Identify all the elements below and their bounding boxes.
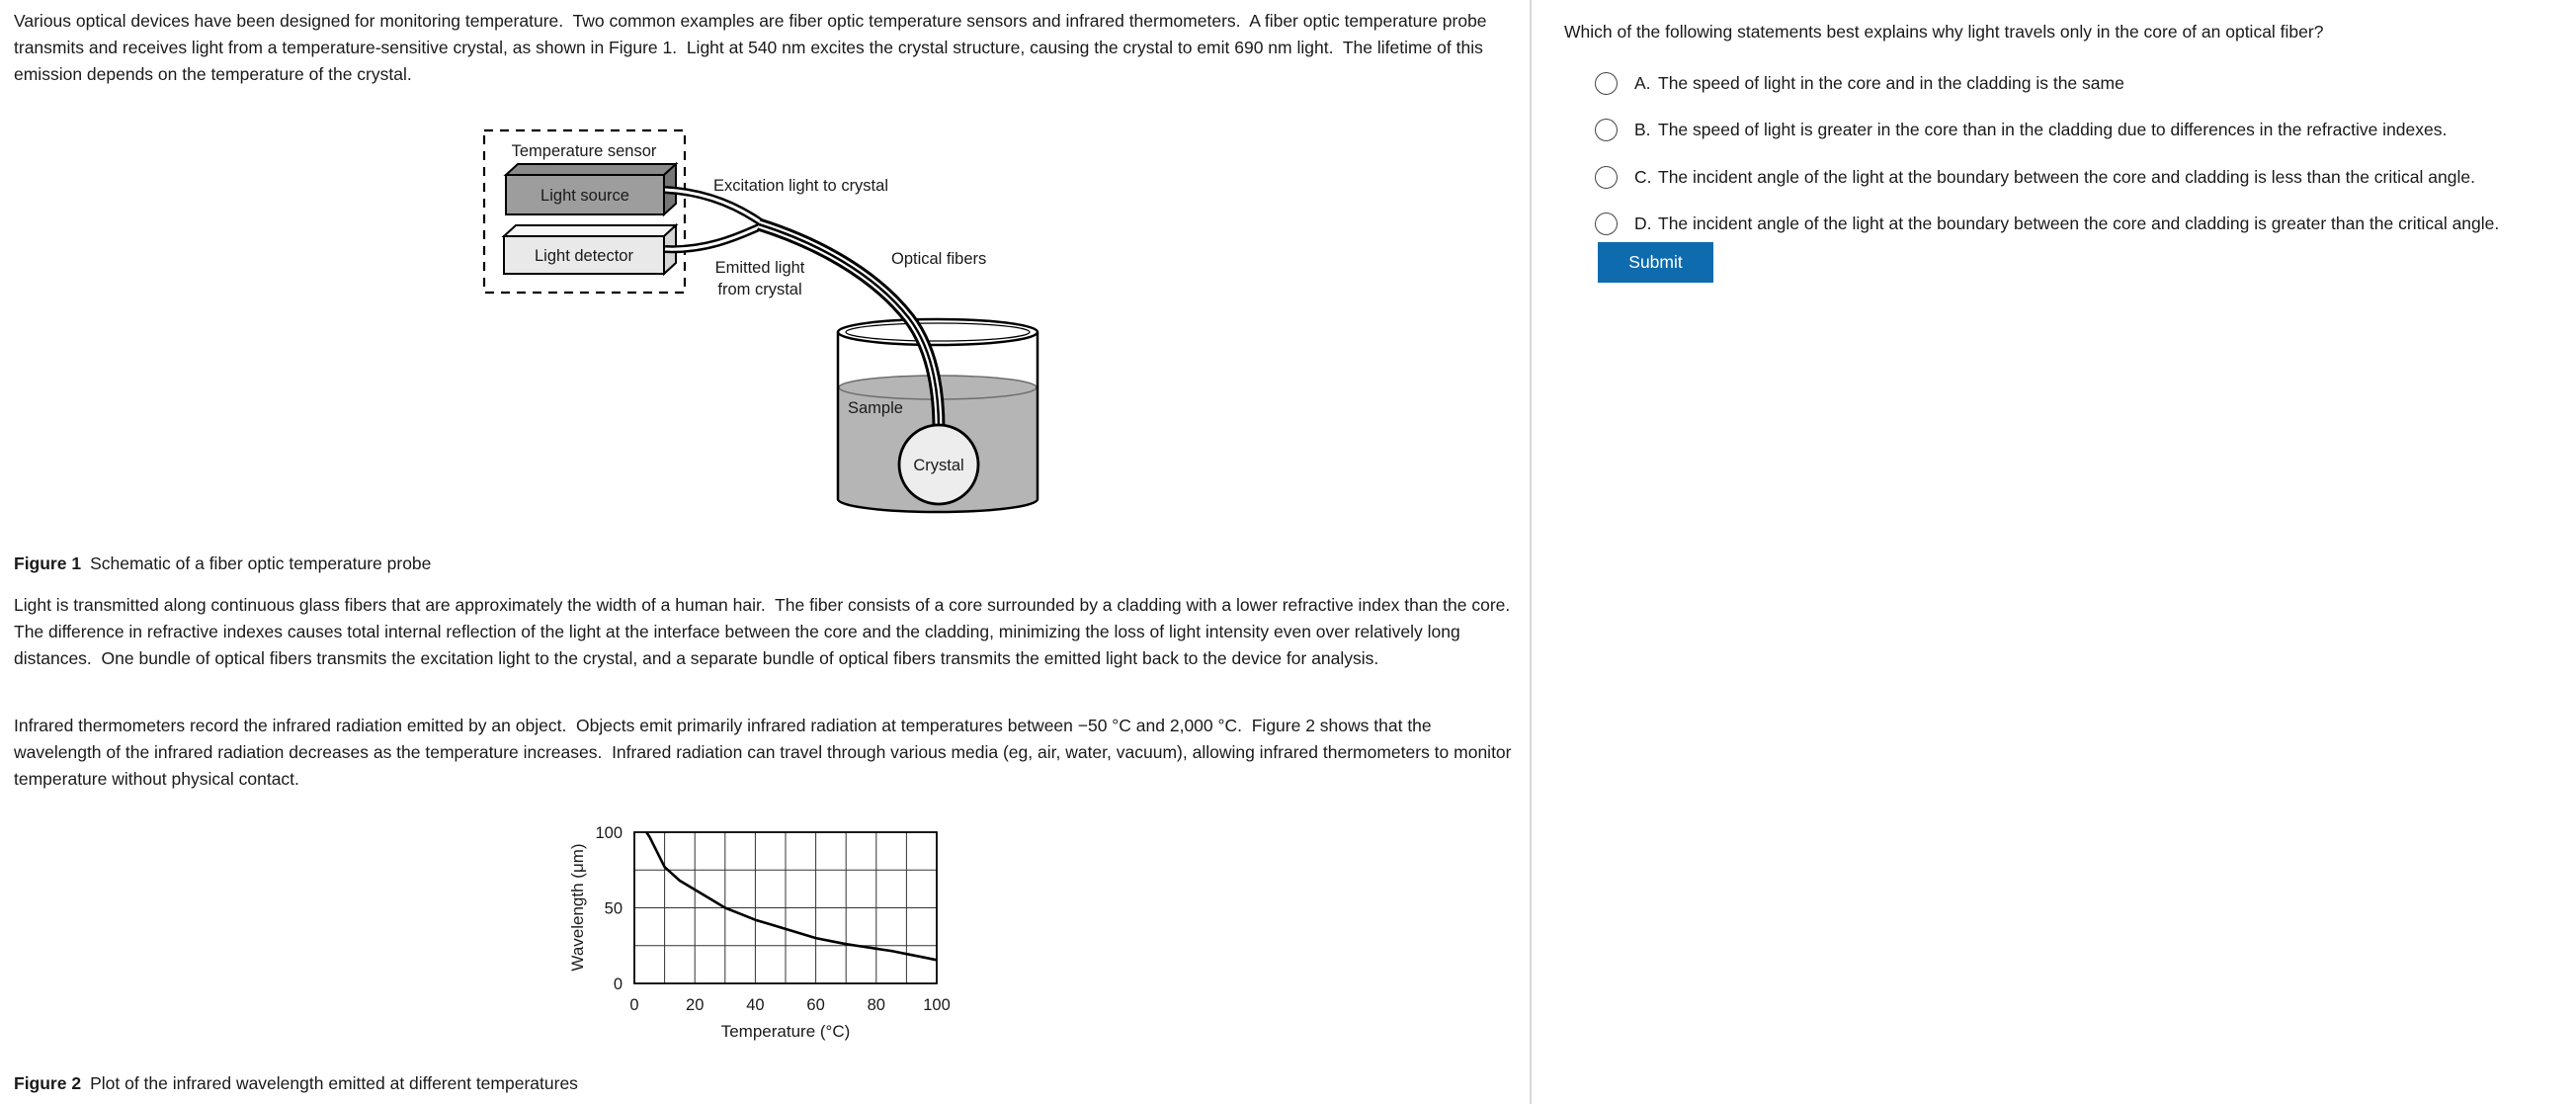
x-tick-label: 20 — [686, 996, 705, 1014]
option-row-a[interactable] — [1595, 69, 2124, 97]
figure2-caption-label: Figure 2 — [14, 1073, 82, 1093]
option-d-radio[interactable] — [1595, 212, 1618, 235]
crystal — [899, 425, 978, 504]
figure2-chart — [563, 807, 978, 1063]
figure1-caption-label: Figure 1 — [14, 553, 82, 573]
option-a-radio[interactable] — [1595, 72, 1618, 95]
light-source-box — [506, 164, 676, 214]
x-tick-label: 100 — [923, 996, 951, 1014]
option-a-text: The speed of light in the core and in the cladding is the same — [1658, 72, 2124, 93]
figure1-diagram — [474, 79, 1047, 524]
option-row-b[interactable] — [1595, 116, 2447, 143]
passage-paragraph-1: Various optical devices have been designed for monitoring temperature. Two common examples are fiber optic temperature sensors and infrared thermometers. A fiber optic temperature probe transmits and receives light from a temperature-sensitive crystal, as shown in Figure 1. Light at 540 nm excites the crystal structure, causing the crystal to emit 690 nm light. The lifetime of this emission depends on the temperature of the crystal. — [14, 11, 1492, 84]
temperature-sensor-label: Temperature sensor — [511, 142, 657, 160]
x-axis-label: Temperature (°C) — [720, 1022, 851, 1041]
submit-button[interactable]: Submit — [1598, 242, 1713, 283]
y-tick-label: 50 — [604, 899, 623, 918]
option-b-letter: B. — [1634, 119, 1651, 139]
x-tick-label: 60 — [806, 996, 825, 1014]
figure1-caption-text: Schematic of a fiber optic temperature probe — [90, 553, 432, 573]
light-source-label: Light source — [540, 187, 629, 205]
option-c-text: The incident angle of the light at the boundary between the core and cladding is less than the critical angle. — [1658, 166, 2475, 187]
x-tick-label: 0 — [629, 996, 639, 1014]
emitted-light-label-line2: from crystal — [717, 281, 802, 298]
option-b-radio[interactable] — [1595, 119, 1618, 141]
y-axis-label: Wavelength (μm) — [568, 843, 587, 972]
wavelength-curve — [646, 832, 937, 960]
emitted-light-label-line1: Emitted light — [714, 259, 805, 277]
light-detector-label: Light detector — [535, 247, 633, 265]
x-tick-label: 40 — [746, 996, 765, 1014]
option-a-letter: A. — [1634, 72, 1651, 93]
y-tick-label: 0 — [613, 976, 623, 993]
passage-paragraph-3: Infrared thermometers record the infrared radiation emitted by an object. Objects emit primarily infrared radiation at temperatures between −50 °C and 2,000 °C. Figure 2 shows that the wavelength of the infrared radiation decreases as the temperature increases. Infrared radiation can travel through various media (eg, air, water, vacuum), allowing infrared thermometers to monitor temperature without physical contact. — [14, 716, 1517, 789]
crystal-label: Crystal — [913, 457, 964, 474]
column-divider — [1530, 0, 1532, 1104]
option-c-radio[interactable] — [1595, 166, 1618, 189]
option-d-text: The incident angle of the light at the boundary between the core and cladding is greater than the critical angle. — [1658, 212, 2500, 233]
question-text: Which of the following statements best explains why light travels only in the core of an optical fiber? — [1564, 22, 2324, 42]
optical-fibers-label: Optical fibers — [891, 250, 987, 268]
figure1-caption — [14, 553, 431, 574]
option-c-letter: C. — [1634, 166, 1652, 187]
option-d-letter: D. — [1634, 212, 1652, 233]
x-tick-label: 80 — [867, 996, 885, 1014]
option-b-text: The speed of light is greater in the core than in the cladding due to differences in the refractive indexes. — [1658, 119, 2448, 139]
sample-label: Sample — [848, 399, 903, 417]
excitation-light-label: Excitation light to crystal — [713, 177, 888, 195]
passage-paragraph-2: Light is transmitted along continuous glass fibers that are approximately the width of a human hair. The fiber consists of a core surrounded by a cladding with a lower refractive index than the core. The difference in refractive indexes causes total internal reflection of the light at the interface between the core and the cladding, minimizing the loss of light intensity even over relatively long distances. One bundle of optical fibers transmits the excitation light to the crystal, and a separate bundle of optical fibers transmits the emitted light back to the device for analysis. — [14, 595, 1520, 668]
option-row-c[interactable] — [1595, 163, 2475, 191]
optical-fiber-detector — [665, 226, 761, 249]
y-tick-label: 100 — [595, 824, 623, 842]
figure2-caption — [14, 1073, 578, 1094]
option-row-d[interactable] — [1595, 210, 2499, 237]
figure2-caption-text: Plot of the infrared wavelength emitted at different temperatures — [90, 1073, 578, 1093]
light-detector-box — [504, 225, 676, 274]
